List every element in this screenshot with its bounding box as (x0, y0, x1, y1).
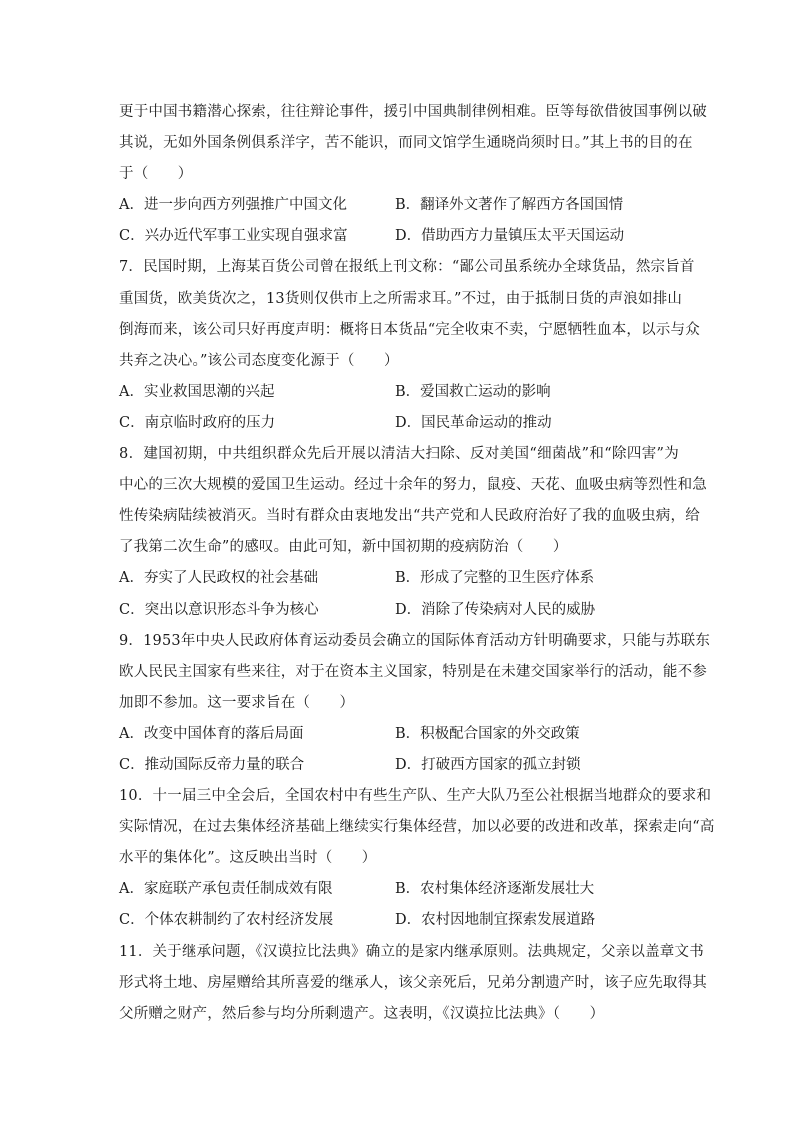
option-b[interactable]: B．积极配合国家的外交政策 (395, 725, 580, 742)
question-8-line-3: 性传染病陆续被消灭。当时有群众由衷地发出“共产党和人民政府治好了我的血吸虫病，给 (119, 508, 700, 525)
question-7-line-1: 7．民国时期，上海某百货公司曾在报纸上刊文称：“鄙公司虽系统办全球货品，然宗旨首 (119, 259, 695, 276)
question-10-line-3: 水平的集体化”。这反映出当时（ ） (119, 850, 377, 867)
question-8-line-2: 中心的三次大规模的爱国卫生运动。经过十余年的努力，鼠疫、天花、血吸虫病等烈性和急 (119, 477, 707, 494)
option-b[interactable]: B．形成了完整的卫生医疗体系 (395, 570, 595, 587)
question-11 (119, 937, 707, 1030)
question-6-line-1: 更于中国书籍潜心探索，往往辩论事件，援引中国典制律例相难。臣等每欲借彼国事例以破 (119, 104, 707, 120)
question-8-line-1: 8．建国初期，中共组织群众先后开展以清洁大扫除、反对美国“细菌战”和“除四害”为 (119, 446, 679, 463)
question-6-options-row-2 (119, 221, 679, 252)
question-10 (119, 781, 715, 936)
question-8-options-row-1 (119, 563, 679, 594)
question-9-line-1: 9．1953年中央人民政府体育运动委员会确立的国际体育活动方针明确要求，只能与苏联东 (119, 632, 711, 649)
question-11-line-3: 父所赠之财产，然后参与均分所剩遗产。这表明，《汉谟拉比法典》（ ） (119, 1005, 605, 1022)
option-d[interactable]: D．农村因地制宜探索发展道路 (395, 912, 596, 929)
option-a[interactable]: A．进一步向西方列强推广中国文化 (119, 197, 347, 214)
option-b[interactable]: B．翻译外文著作了解西方各国国情 (395, 197, 624, 214)
question-6 (119, 97, 707, 252)
question-10-options-row-2 (119, 905, 679, 936)
option-b[interactable]: B．爱国救亡运动的影响 (395, 383, 551, 400)
question-7-line-4: 共弃之决心。”该公司态度变化源于（ ） (119, 352, 399, 369)
option-a[interactable]: A．家庭联产承包责任制成效有限 (119, 881, 333, 898)
question-9-options-row-2 (119, 750, 679, 781)
question-9-line-3: 加即不参加。这一要求旨在（ ） (119, 694, 355, 711)
question-8-options-row-2 (119, 595, 679, 626)
option-d[interactable]: D．消除了传染病对人民的威胁 (395, 601, 596, 618)
question-10-line-1: 10．十一届三中全会后，全国农村中有些生产队、生产大队乃至公社根据当地群众的要求和 (119, 788, 712, 805)
question-8-line-4: 了我第二次生命”的感叹。由此可知，新中国初期的疫病防治（ ） (119, 539, 568, 556)
option-c[interactable]: C．突出以意识形态斗争为核心 (119, 601, 319, 618)
option-c[interactable]: C．个体农耕制约了农村经济发展 (119, 912, 334, 929)
question-6-options-row-1 (119, 190, 679, 221)
question-7-line-3: 倒海而来，该公司只好再度声明：概将日本货品“完全收束不卖，宁愿牺牲血本，以示与众 (119, 321, 700, 338)
question-6-line-2: 其说，无如外国条例俱系洋字，苦不能识，而同文馆学生通晓尚须时日。”其上书的目的在 (119, 135, 693, 152)
option-d[interactable]: D．借助西方力量镇压太平天国运动 (395, 228, 625, 245)
option-a[interactable]: A．实业救国思潮的兴起 (119, 383, 275, 400)
question-8 (119, 439, 707, 626)
question-9-options-row-1 (119, 719, 679, 750)
question-9 (119, 626, 711, 781)
question-9-line-2: 欧人民民主国家有些来往，对于在资本主义国家，特别是在未建交国家举行的活动，能不参 (119, 663, 707, 680)
question-10-options-row-1 (119, 874, 679, 905)
question-7 (119, 252, 700, 439)
question-7-line-2: 重国货，欧美货次之，13货则仅供市上之所需求耳。”不过，由于抵制日货的声浪如排山 (119, 290, 683, 307)
option-c[interactable]: C．兴办近代军事工业实现自强求富 (119, 228, 348, 245)
question-11-line-2: 形式将土地、房屋赠给其所喜爱的继承人，该父亲死后，兄弟分割遗产时，该子应先取得其 (119, 974, 707, 991)
question-7-options-row-1 (119, 377, 679, 408)
option-b[interactable]: B．农村集体经济逐渐发展壮大 (395, 881, 595, 898)
question-6-line-3: 于（ ） (119, 166, 193, 183)
exam-page (119, 97, 715, 1030)
option-d[interactable]: D．国民革命运动的推动 (395, 414, 552, 431)
option-c[interactable]: C．推动国际反帝力量的联合 (119, 756, 305, 773)
question-7-options-row-2 (119, 408, 679, 439)
question-10-line-2: 实际情况，在过去集体经济基础上继续实行集体经营，加以必要的改进和改革，探索走向“高 (119, 819, 715, 836)
option-a[interactable]: A．改变中国体育的落后局面 (119, 725, 304, 742)
option-c[interactable]: C．南京临时政府的压力 (119, 414, 276, 431)
question-11-line-1: 11．关于继承问题，《汉谟拉比法典》确立的是家内继承原则。法典规定，父亲以盖章文书 (119, 943, 704, 960)
option-d[interactable]: D．打破西方国家的孤立封锁 (395, 756, 581, 773)
option-a[interactable]: A．夯实了人民政权的社会基础 (119, 570, 318, 587)
